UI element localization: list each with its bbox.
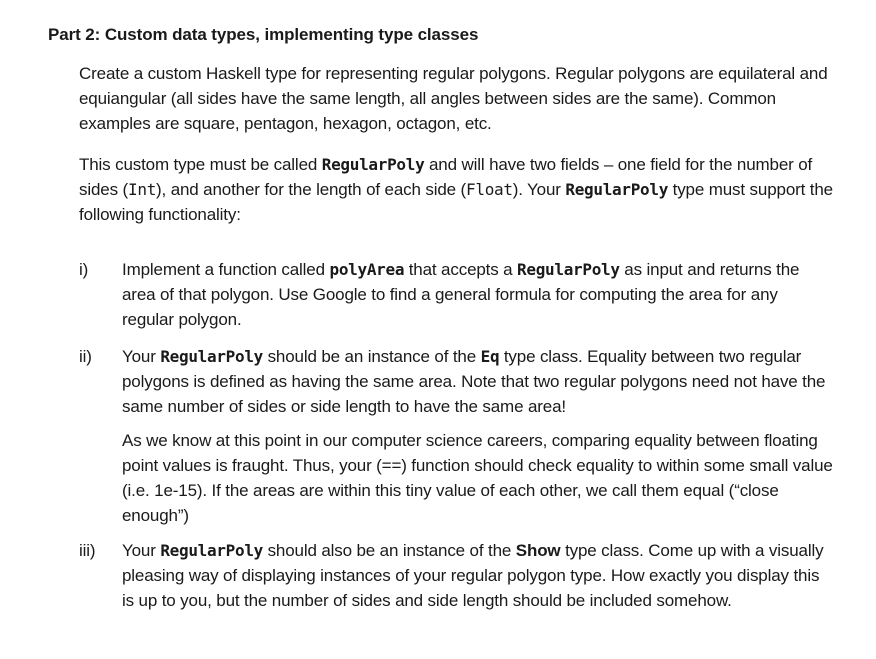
int-type-code: Int bbox=[128, 180, 157, 199]
item-text: Implement a function called bbox=[122, 260, 330, 279]
list-item-text bbox=[122, 344, 834, 419]
list-item-text bbox=[122, 257, 834, 332]
spec-text-1: This custom type must be called bbox=[79, 155, 322, 174]
item-text: as input and returns the area of that polygon. Use Google to find a general formula for computing the area for any regular polygon. bbox=[122, 260, 800, 329]
type-name-code: RegularPoly bbox=[160, 541, 263, 560]
spec-text-5: type must support the following functionality: bbox=[79, 180, 833, 224]
type-name-code: RegularPoly bbox=[321, 155, 425, 174]
item-text: that accepts a bbox=[404, 260, 518, 279]
list-marker: i) bbox=[79, 260, 89, 279]
list-marker: ii) bbox=[79, 347, 92, 366]
intro-paragraph: Create a custom Haskell type for representing regular polygons. Regular polygons are equilateral and equiangular (all sides have the same length, all angles between sides are the same). Common examples are square, pentagon, hexagon, octagon, etc. bbox=[79, 64, 828, 133]
type-name-code-2: RegularPoly bbox=[565, 180, 669, 199]
spec-text-3: ), and another for the length of each side ( bbox=[156, 180, 467, 199]
list-marker: iii) bbox=[79, 541, 96, 560]
type-name-code: RegularPoly bbox=[160, 347, 263, 366]
section-heading: Part 2: Custom data types, implementing type classes bbox=[48, 25, 479, 44]
show-class-label: Show bbox=[515, 541, 561, 560]
poly-area-code: polyArea bbox=[329, 260, 405, 279]
eq-class-code: Eq bbox=[480, 347, 500, 366]
item-text: should also be an instance of the bbox=[263, 541, 516, 560]
item-text: type class. Come up with a visually pleasing way of displaying instances of your regular polygon type. How exactly you display this is up to you, but the number of sides and side length should be included somehow. bbox=[122, 541, 824, 610]
spec-text-4: ). Your bbox=[512, 180, 566, 199]
item-text: type class. Equality between two regular polygons is defined as having the same area. Note that two regular polygons need not have the same number of sides or side length to have the same area! bbox=[122, 347, 826, 416]
spec-paragraph bbox=[79, 152, 839, 227]
list-item-text bbox=[122, 538, 834, 613]
item-text: Your bbox=[122, 541, 161, 560]
spec-text-2: and will have two fields – one field for the number of sides ( bbox=[79, 155, 813, 199]
followup-paragraph: As we know at this point in our computer science careers, comparing equality between floating point values is fraught. Thus, your (==) function should check equality to within some small value (i.e. 1e-15). If the areas are within this tiny value of each other, we call them equal (“close enough”) bbox=[122, 431, 833, 525]
type-name-code: RegularPoly bbox=[517, 260, 620, 279]
item-text: should be an instance of the bbox=[263, 347, 481, 366]
item-text: Your bbox=[122, 347, 161, 366]
float-type-code: Float bbox=[466, 180, 513, 199]
